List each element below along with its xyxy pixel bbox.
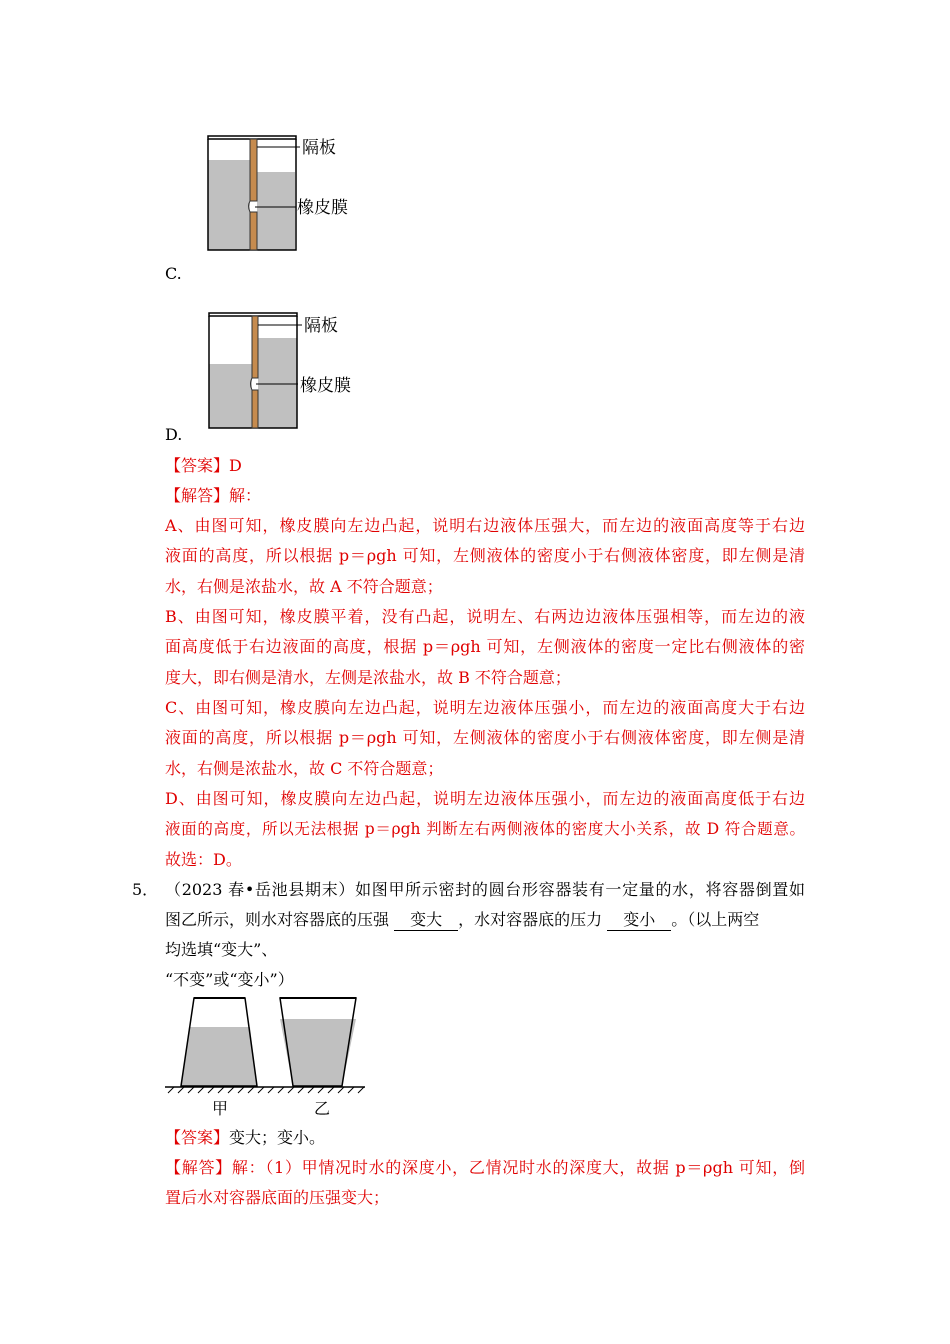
- q5-stem-line2: 图乙所示，则水对容器底的压强 变大 ，水对容器底的压力 变小 。（以上两空: [165, 910, 760, 929]
- answer-value: 变大；变小。: [229, 1128, 326, 1147]
- q5-answer: [165, 1128, 325, 1148]
- solution-line: 液面的高度，所以根据 p＝ρgh 可知，左侧液体的密度小于右侧液体密度，即左侧是清: [165, 728, 805, 747]
- q5-solution-line1: 【解答】解：（1）甲情况时水的深度小，乙情况时水的深度大，故据 p＝ρgh 可知，倒: [165, 1158, 805, 1177]
- q5-number: 5．: [132, 880, 159, 899]
- answer-prefix: 【答案】: [165, 1128, 230, 1147]
- solution-line: D、由图可知，橡皮膜向左边凸起，说明左边液体压强小，而左边的液面高度低于右边: [165, 789, 805, 808]
- solution-intro: 解：: [229, 486, 262, 505]
- solution-line: 水，右侧是浓盐水，故 C 不符合题意；: [165, 759, 444, 778]
- solution-line: 水，右侧是浓盐水，故 A 不符合题意；: [165, 577, 443, 596]
- option-d-label: D.: [165, 425, 183, 444]
- figure-c: [200, 130, 360, 255]
- q5-blank-2: 变小: [607, 910, 671, 931]
- container-a-label: 甲: [212, 1099, 229, 1118]
- answer-value: D: [229, 456, 242, 475]
- q5-blank-1: 变大: [394, 910, 458, 931]
- figure-d: [200, 308, 360, 433]
- q4-answer: [165, 456, 242, 476]
- q4-solution-heading: [165, 486, 261, 506]
- figure-containers: [160, 993, 370, 1120]
- solution-line: 故选：D。: [165, 850, 242, 869]
- solution-line: 液面的高度，所以根据 p＝ρgh 可知，左侧液体的密度小于右侧液体密度，即左侧是清: [165, 546, 805, 565]
- container-b-label: 乙: [314, 1099, 331, 1118]
- solution-prefix: 【解答】: [165, 1158, 232, 1177]
- solution-line: 面高度低于右边液面的高度，根据 p＝ρgh 可知，左侧液体的密度一定比右侧液体的密: [165, 637, 805, 656]
- partition-label: 隔板: [302, 138, 336, 158]
- solution-line: B、由图可知，橡皮膜平着，没有凸起，说明左、右两边边液体压强相等，而左边的液: [165, 607, 805, 626]
- option-c-label: C.: [165, 264, 182, 283]
- membrane-label: 橡皮膜: [297, 198, 348, 218]
- membrane-label: 橡皮膜: [300, 376, 351, 396]
- answer-prefix: 【答案】: [165, 456, 230, 475]
- q5-solution-line2: 置后水对容器底面的压强变大；: [165, 1188, 390, 1207]
- solution-line: A、由图可知，橡皮膜向左边凸起，说明右边液体压强大，而左边的液面高度等于右边: [165, 516, 805, 535]
- solution-line: 液面的高度，所以无法根据 p＝ρgh 判断左右两侧液体的密度大小关系，故 D 符合题意。: [165, 820, 805, 838]
- q5-stem-line1: （2023 春•岳池县期末）如图甲所示密封的圆台形容器装有一定量的水，将容器倒置如: [165, 880, 805, 899]
- q5-stem-line4: “不变”或“变小”）: [165, 970, 294, 989]
- solution-line: C、由图可知，橡皮膜向左边凸起，说明左边液体压强小，而左边的液面高度大于右边: [165, 698, 805, 717]
- solution-prefix: 【解答】: [165, 486, 230, 505]
- solution-line: 度大，即右侧是清水，左侧是浓盐水，故 B 不符合题意；: [165, 668, 571, 687]
- partition-label: 隔板: [304, 316, 338, 336]
- q5-stem-line3: 均选填“变大”、: [165, 940, 278, 959]
